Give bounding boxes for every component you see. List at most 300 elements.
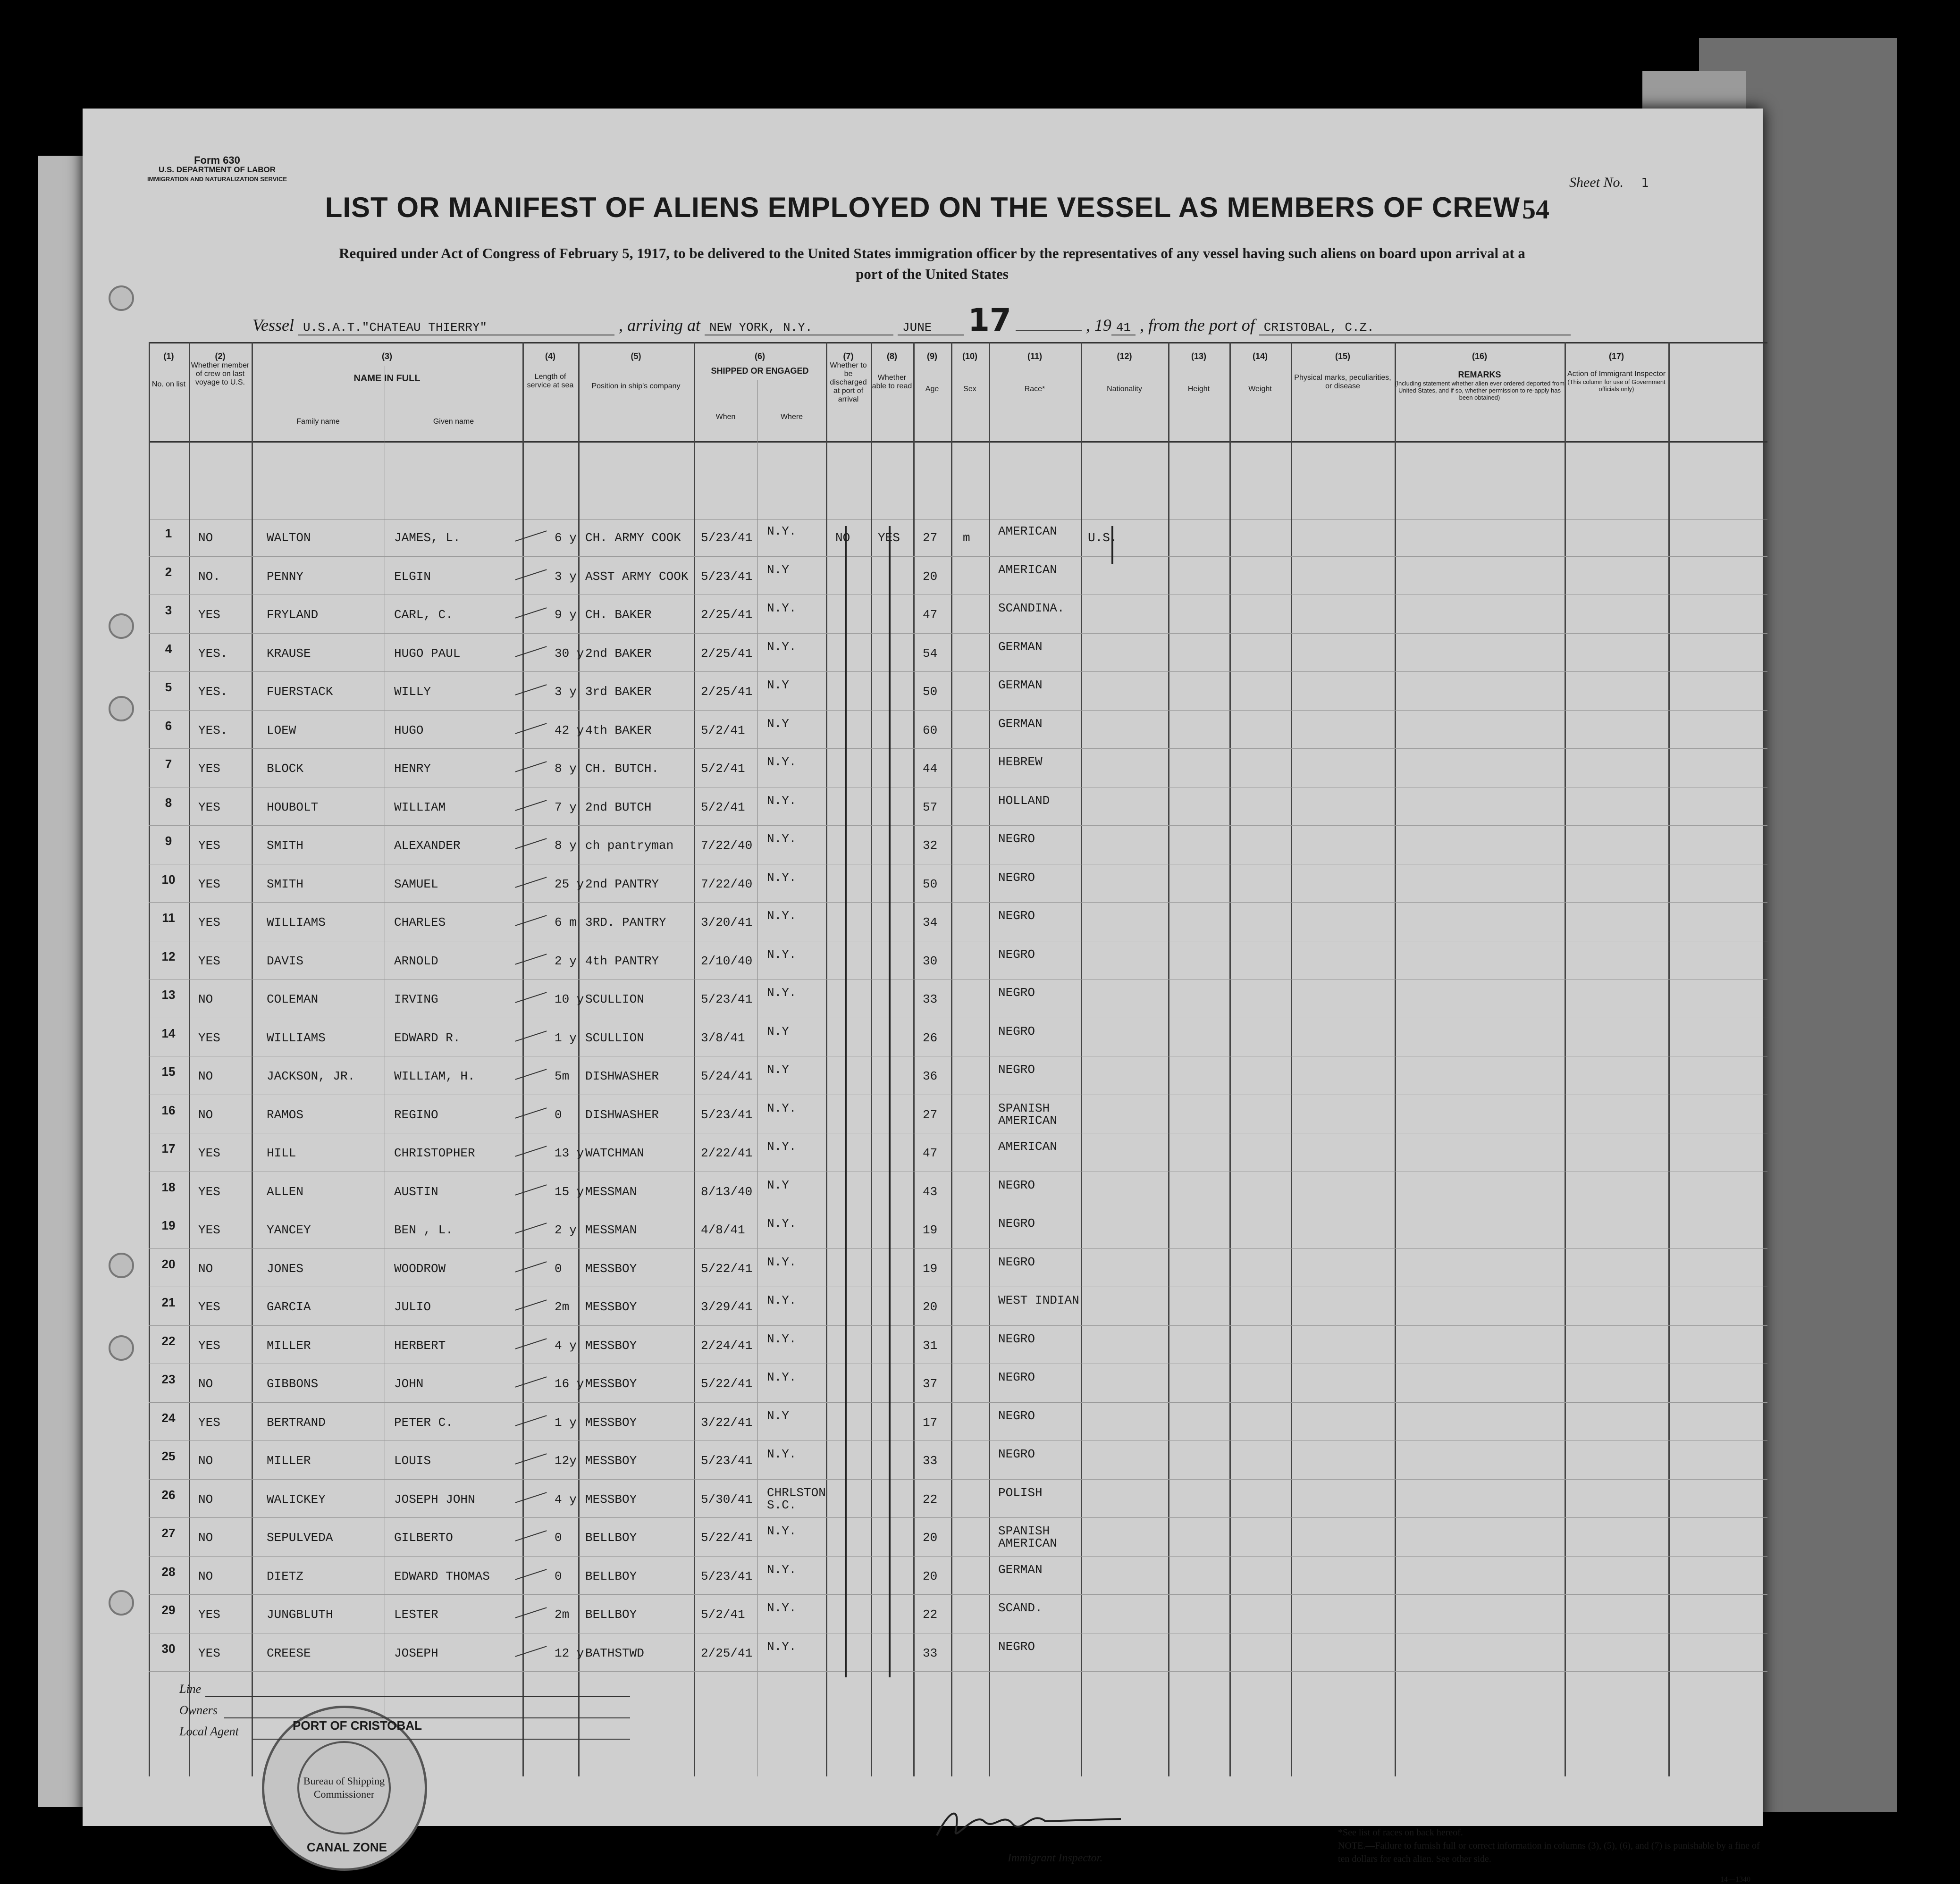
header-family-name: Family name — [296, 418, 340, 426]
service-check-mark — [515, 1415, 547, 1426]
service-check-mark — [515, 1261, 547, 1273]
cell-given: ARNOLD — [394, 954, 438, 968]
cell-last: YES. — [198, 685, 228, 699]
cell-age: 19 — [923, 1261, 938, 1276]
column-rule — [1291, 342, 1292, 1776]
cell-position: 2nd BAKER — [585, 646, 652, 661]
service-check-mark — [515, 1569, 547, 1580]
cell-position: BELLBOY — [585, 1608, 637, 1622]
cell-service: 6 m — [555, 915, 577, 929]
cell-race: GERMAN — [998, 716, 1043, 731]
cell-age: 32 — [923, 838, 938, 853]
cell-position: SCULLION — [585, 1030, 644, 1045]
cell-position: 2nd BUTCH — [585, 800, 652, 814]
cell-given: ALEXANDER — [394, 838, 461, 853]
cell-given: JULIO — [394, 1300, 431, 1314]
cell-family: KRAUSE — [267, 646, 311, 661]
cell-last: YES — [198, 608, 220, 622]
races-note: *See list of races on back hereof. — [1338, 1827, 1463, 1838]
row-number: 25 — [161, 1449, 176, 1463]
row-rule — [149, 748, 1767, 749]
from-label: , from the port of — [1140, 316, 1255, 335]
cell-where: N.Y — [767, 1024, 789, 1038]
form-number: Form 630 — [194, 154, 240, 166]
cell-family: DAVIS — [267, 954, 304, 968]
vessel-label: Vessel — [252, 316, 294, 335]
table-top-rule — [149, 342, 1767, 343]
cell-service: 12y — [555, 1454, 577, 1468]
row-number: 18 — [161, 1180, 176, 1194]
cell-where: N.Y. — [767, 909, 797, 923]
row-rule — [149, 902, 1767, 903]
cell-when: 5/23/41 — [701, 1454, 753, 1468]
cell-where: CHRLSTON S.C. — [767, 1485, 826, 1512]
cell-position: 4th BAKER — [585, 723, 652, 737]
cell-when: 5/2/41 — [701, 1608, 745, 1622]
row-number: 26 — [161, 1487, 176, 1502]
cell-last: YES. — [198, 723, 228, 737]
department: U.S. DEPARTMENT OF LABOR — [158, 165, 276, 174]
cell-service: 0 — [555, 1531, 562, 1545]
cell-service: 3 y — [555, 685, 577, 699]
cell-last: YES — [198, 1300, 220, 1314]
cell-given: WILLY — [394, 685, 431, 699]
service: IMMIGRATION AND NATURALIZATION SERVICE — [147, 176, 287, 183]
cell-position: MESSBOY — [585, 1338, 637, 1353]
cell-age: 20 — [923, 1569, 938, 1583]
service-check-mark — [515, 1069, 547, 1080]
cell-position: BATHSTWD — [585, 1646, 644, 1660]
vessel-line — [252, 302, 1571, 338]
cell-given: EDWARD R. — [394, 1030, 461, 1045]
service-check-mark — [515, 915, 547, 926]
cell-when: 2/25/41 — [701, 646, 753, 661]
column-rule — [951, 342, 952, 1776]
cell-service: 10 y — [555, 992, 584, 1006]
row-rule — [149, 1440, 1767, 1441]
cell-race: AMERICAN — [998, 1139, 1057, 1154]
cell-service: 7 y — [555, 800, 577, 814]
cell-family: JACKSON, JR. — [267, 1069, 355, 1083]
cell-last: YES — [198, 915, 220, 929]
cell-service: 13 y — [555, 1146, 584, 1160]
cell-last: YES — [198, 838, 220, 853]
local-agent-field — [252, 1739, 630, 1740]
cell-when: 2/10/40 — [701, 954, 753, 968]
cell-where: N.Y. — [767, 793, 797, 808]
row-number: 9 — [165, 834, 172, 848]
cell-last: YES — [198, 1146, 220, 1160]
cell-service: 25 y — [555, 877, 584, 891]
cell-age: 37 — [923, 1377, 938, 1391]
cell-family: FRYLAND — [267, 608, 319, 622]
cell-when: 7/22/40 — [701, 877, 753, 891]
service-check-mark — [515, 684, 547, 695]
cell-given: LOUIS — [394, 1454, 431, 1468]
cell-service: 8 y — [555, 762, 577, 776]
cell-where: N.Y. — [767, 947, 797, 962]
cell-last: NO. — [198, 569, 220, 584]
row-rule — [149, 1517, 1767, 1518]
header-position: (5) Position in ship's company — [591, 352, 681, 390]
cell-family: FUERSTACK — [267, 685, 333, 699]
cell-family: ALLEN — [267, 1184, 304, 1199]
header-name: (3) NAME IN FULL — [353, 352, 421, 384]
row-rule — [149, 825, 1767, 826]
cell-age: 27 — [923, 531, 938, 545]
penalty-note: NOTE.—Failure to furnish full or correct information in columns (3), (5), (6), and (7) is punishable by a fine of ten dollars for each alien. See other side. — [1338, 1841, 1760, 1864]
cell-service: 0 — [555, 1261, 562, 1276]
cell-position: 3RD. PANTRY — [585, 915, 666, 929]
cell-race: NEGRO — [998, 1408, 1035, 1423]
cell-service: 4 y — [555, 1492, 577, 1507]
row-number: 28 — [161, 1564, 176, 1579]
form-code: 14—1340 — [1720, 1876, 1750, 1884]
cell-given: JOHN — [394, 1377, 424, 1391]
cell-service: 1 y — [555, 1030, 577, 1045]
arrival-year: 41 — [1111, 320, 1136, 335]
cell-last: NO — [198, 1454, 213, 1468]
cell-service: 0 — [555, 1569, 562, 1583]
cell-service: 2 y — [555, 954, 577, 968]
cell-when: 3/8/41 — [701, 1030, 745, 1045]
cell-service: 0 — [555, 1107, 562, 1122]
header-race: (11) Race* — [1024, 352, 1045, 393]
cell-given: IRVING — [394, 992, 438, 1006]
cell-position: MESSBOY — [585, 1261, 637, 1276]
cell-family: WALICKEY — [267, 1492, 326, 1507]
row-number: 23 — [161, 1372, 176, 1386]
cell-age: 19 — [923, 1223, 938, 1237]
cell-race: NEGRO — [998, 870, 1035, 885]
cell-family: JUNGBLUTH — [267, 1608, 333, 1622]
cell-position: MESSBOY — [585, 1492, 637, 1507]
cell-family: COLEMAN — [267, 992, 319, 1006]
header-no: (1) No. on list — [151, 352, 186, 388]
cell-race: NEGRO — [998, 1216, 1035, 1231]
cell-when: 5/2/41 — [701, 723, 745, 737]
service-check-mark — [515, 1453, 547, 1465]
cell-where: N.Y — [767, 1408, 789, 1423]
header-weight: (14) Weight — [1248, 352, 1272, 393]
cell-position: MESSBOY — [585, 1454, 637, 1468]
service-check-mark — [515, 1030, 547, 1042]
header-remarks: (16) REMARKS (Including statement whether alien ever ordered deported from United States, and if so, whether permission to re-apply has been obtained) — [1395, 352, 1565, 401]
cell-when: 5/23/41 — [701, 1107, 753, 1122]
cell-where: N.Y. — [767, 1639, 797, 1654]
row-number: 13 — [161, 988, 176, 1002]
cell-service: 1 y — [555, 1415, 577, 1430]
cell-family: SMITH — [267, 877, 304, 891]
arrival-month: JUNE — [898, 320, 964, 335]
cell-where: N.Y — [767, 1178, 789, 1192]
local-agent-label: Local Agent — [179, 1725, 239, 1738]
cell-age: 31 — [923, 1338, 938, 1353]
cell-race: POLISH — [998, 1485, 1043, 1500]
cell-age: 20 — [923, 1300, 938, 1314]
cell-when: 3/20/41 — [701, 915, 753, 929]
row-rule — [149, 1402, 1767, 1403]
column-rule — [1668, 342, 1670, 1776]
column-rule — [522, 342, 524, 1776]
column-rule — [913, 342, 915, 1776]
cell-age: 34 — [923, 915, 938, 929]
cell-where: N.Y. — [767, 1293, 797, 1307]
cell-given: JOSEPH — [394, 1646, 438, 1660]
cell-position: 4th PANTRY — [585, 954, 659, 968]
cell-age: 36 — [923, 1069, 938, 1083]
cell-where: N.Y. — [767, 1562, 797, 1577]
cell-position: MESSMAN — [585, 1223, 637, 1237]
cell-last: NO — [198, 992, 213, 1006]
service-check-mark — [515, 877, 547, 888]
row-rule — [149, 671, 1767, 672]
cell-given: BEN , L. — [394, 1223, 453, 1237]
cell-race: SCAND. — [998, 1601, 1043, 1615]
cell-last: YES — [198, 1608, 220, 1622]
port-stamp — [262, 1706, 427, 1871]
cell-age: 22 — [923, 1608, 938, 1622]
cell-family: HOUBOLT — [267, 800, 319, 814]
cell-race: HEBREW — [998, 755, 1043, 769]
cell-where: N.Y. — [767, 1447, 797, 1461]
sheet-value: 1 — [1641, 176, 1649, 190]
row-number: 12 — [161, 949, 176, 963]
cell-where: N.Y — [767, 562, 789, 577]
column-rule — [189, 342, 190, 1776]
header-physical: (15) Physical marks, peculiarities, or disease — [1294, 352, 1391, 390]
cell-race: NEGRO — [998, 1370, 1035, 1384]
cell-age: 33 — [923, 1646, 938, 1660]
cell-family: YANCEY — [267, 1223, 311, 1237]
cell-last: YES — [198, 762, 220, 776]
cell-age: 17 — [923, 1415, 938, 1430]
form-identifier — [137, 156, 297, 184]
cell-given: CARL, C. — [394, 608, 453, 622]
cell-last: YES — [198, 1415, 220, 1430]
cell-last: YES — [198, 954, 220, 968]
cell-service: 8 y — [555, 838, 577, 853]
column-rule — [149, 342, 150, 1776]
arriving-port: NEW YORK, N.Y. — [705, 320, 893, 335]
cell-nationality: U.S. — [1088, 531, 1118, 545]
cell-where: N.Y. — [767, 1370, 797, 1384]
service-check-mark — [515, 1530, 547, 1541]
cell-where: N.Y. — [767, 1139, 797, 1154]
owners-label: Owners — [179, 1703, 218, 1717]
cell-race: HOLLAND — [998, 793, 1050, 808]
cell-age: 47 — [923, 608, 938, 622]
column-rule — [1395, 342, 1396, 1776]
cell-race: AMERICAN — [998, 524, 1057, 538]
punch-hole — [109, 1253, 134, 1278]
service-check-mark — [515, 1107, 547, 1119]
cell-when: 5/22/41 — [701, 1377, 753, 1391]
from-port: CRISTOBAL, C.Z. — [1259, 320, 1571, 335]
vessel-name: U.S.A.T."CHATEAU THIERRY" — [298, 320, 614, 335]
header-sex: (10) Sex — [962, 352, 977, 393]
cell-family: BLOCK — [267, 762, 304, 776]
cell-age: 20 — [923, 1531, 938, 1545]
cell-race: NEGRO — [998, 1331, 1035, 1346]
service-check-mark — [515, 800, 547, 811]
cell-given: GILBERTO — [394, 1531, 453, 1545]
row-number: 27 — [161, 1526, 176, 1540]
punch-hole — [109, 696, 134, 721]
cell-last: YES. — [198, 646, 228, 661]
cell-given: LESTER — [394, 1608, 438, 1622]
cell-given: WILLIAM, H. — [394, 1069, 475, 1083]
row-number: 2 — [165, 564, 172, 579]
stamp-center: Bureau of Shipping Commissioner — [297, 1741, 391, 1834]
header-where: Where — [780, 413, 803, 421]
row-rule — [149, 556, 1767, 557]
cell-last: YES — [198, 1338, 220, 1353]
column-rule — [1229, 342, 1231, 1776]
page-title: LIST OR MANIFEST OF ALIENS EMPLOYED ON THE VESSEL AS MEMBERS OF CREW — [325, 192, 1521, 223]
cell-position: 2nd PANTRY — [585, 877, 659, 891]
cell-age: 43 — [923, 1184, 938, 1199]
cell-race: NEGRO — [998, 1639, 1035, 1654]
cell-race: SPANISH AMERICAN — [998, 1101, 1057, 1128]
column-rule — [1081, 342, 1082, 1776]
service-check-mark — [515, 607, 547, 619]
header-age: (9) Age — [925, 352, 939, 393]
cell-age: 44 — [923, 762, 938, 776]
cell-service: 15 y — [555, 1184, 584, 1199]
header-nationality: (12) Nationality — [1107, 352, 1142, 393]
row-rule — [149, 1479, 1767, 1480]
service-check-mark — [515, 569, 547, 580]
cell-family: MILLER — [267, 1454, 311, 1468]
service-check-mark — [515, 646, 547, 657]
cell-service: 2m — [555, 1300, 570, 1314]
row-rule — [149, 1594, 1767, 1595]
subtitle-line-1: Required under Act of Congress of February 5, 1917, to be delivered to the United States immigration officer by the representatives of any vessel having such aliens on board upon arrival at a — [339, 245, 1525, 261]
cell-family: CREESE — [267, 1646, 311, 1660]
cell-when: 5/2/41 — [701, 762, 745, 776]
cell-age: 47 — [923, 1146, 938, 1160]
cell-when: 8/13/40 — [701, 1184, 753, 1199]
sheet-number — [1569, 175, 1649, 191]
cell-race: SCANDINA. — [998, 601, 1065, 615]
cell-service: 6 y — [555, 531, 577, 545]
cell-family: RAMOS — [267, 1107, 304, 1122]
cell-last: YES — [198, 1184, 220, 1199]
cell-position: ch pantryman — [585, 838, 674, 853]
cell-family: PENNY — [267, 569, 304, 584]
cell-race: SPANISH AMERICAN — [998, 1524, 1057, 1550]
cell-when: 4/8/41 — [701, 1223, 745, 1237]
row-number: 4 — [165, 641, 172, 656]
cell-race: GERMAN — [998, 639, 1043, 654]
cell-where: N.Y. — [767, 1101, 797, 1115]
cell-position: MESSBOY — [585, 1377, 637, 1391]
cell-family: SMITH — [267, 838, 304, 853]
subtitle-line-2: port of the United States — [856, 266, 1009, 282]
row-number: 30 — [161, 1641, 176, 1656]
cell-race: NEGRO — [998, 1447, 1035, 1461]
cell-when: 3/22/41 — [701, 1415, 753, 1430]
cell-when: 5/22/41 — [701, 1531, 753, 1545]
row-number: 24 — [161, 1410, 176, 1425]
crew-table — [149, 342, 1767, 1776]
inspector-label: Immigrant Inspector. — [1008, 1852, 1103, 1864]
row-rule — [149, 1248, 1767, 1249]
cell-where: N.Y — [767, 1063, 789, 1077]
cell-family: MILLER — [267, 1338, 311, 1353]
cell-age: 60 — [923, 723, 938, 737]
cell-family: WILLIAMS — [267, 915, 326, 929]
inspector-signature — [932, 1802, 1130, 1845]
cell-where: N.Y. — [767, 601, 797, 615]
ditto-mark-discharged — [845, 526, 847, 1677]
cell-when: 2/24/41 — [701, 1338, 753, 1353]
cell-when: 5/30/41 — [701, 1492, 753, 1507]
ditto-mark-nationality — [1111, 526, 1113, 564]
row-number: 22 — [161, 1333, 176, 1348]
cell-family: SEPULVEDA — [267, 1531, 333, 1545]
cell-position: MESSBOY — [585, 1415, 637, 1430]
punch-hole — [109, 1335, 134, 1361]
row-number: 21 — [161, 1295, 176, 1309]
cell-position: 3rd BAKER — [585, 685, 652, 699]
row-number: 3 — [165, 603, 172, 617]
cell-service: 9 y — [555, 608, 577, 622]
cell-sex: m — [963, 531, 970, 545]
service-check-mark — [515, 1338, 547, 1349]
cell-family: GARCIA — [267, 1300, 311, 1314]
line-field — [205, 1696, 630, 1697]
row-rule — [149, 1671, 1767, 1672]
cell-race: NEGRO — [998, 909, 1035, 923]
ditto-mark-read — [889, 526, 891, 1677]
column-rule — [252, 342, 253, 1776]
row-number: 6 — [165, 718, 172, 733]
cell-age: 54 — [923, 646, 938, 661]
cell-family: GIBBONS — [267, 1377, 319, 1391]
cell-last: NO — [198, 1492, 213, 1507]
cell-where: N.Y. — [767, 870, 797, 885]
service-check-mark — [515, 954, 547, 965]
cell-family: WALTON — [267, 531, 311, 545]
row-number: 16 — [161, 1103, 176, 1117]
service-check-mark — [515, 1299, 547, 1311]
cell-where: N.Y. — [767, 1524, 797, 1538]
cell-given: REGINO — [394, 1107, 438, 1122]
row-rule — [149, 633, 1767, 634]
cell-age: 30 — [923, 954, 938, 968]
cell-when: 5/22/41 — [701, 1261, 753, 1276]
punch-hole — [109, 285, 134, 311]
cell-when: 5/23/41 — [701, 992, 753, 1006]
cell-race: NEGRO — [998, 1255, 1035, 1269]
cell-race: NEGRO — [998, 1063, 1035, 1077]
cell-where: N.Y. — [767, 1255, 797, 1269]
cell-where: N.Y — [767, 678, 789, 692]
header-height: (13) Height — [1187, 352, 1210, 393]
row-rule — [149, 1325, 1767, 1326]
cell-last: YES — [198, 800, 220, 814]
cell-when: 2/25/41 — [701, 685, 753, 699]
cell-where: N.Y. — [767, 832, 797, 846]
service-check-mark — [515, 530, 547, 542]
cell-position: CH. ARMY COOK — [585, 531, 681, 545]
cell-service: 12 y — [555, 1646, 584, 1660]
footer-notes — [1338, 1826, 1763, 1866]
cell-last: NO — [198, 1569, 213, 1583]
row-rule — [149, 979, 1767, 980]
